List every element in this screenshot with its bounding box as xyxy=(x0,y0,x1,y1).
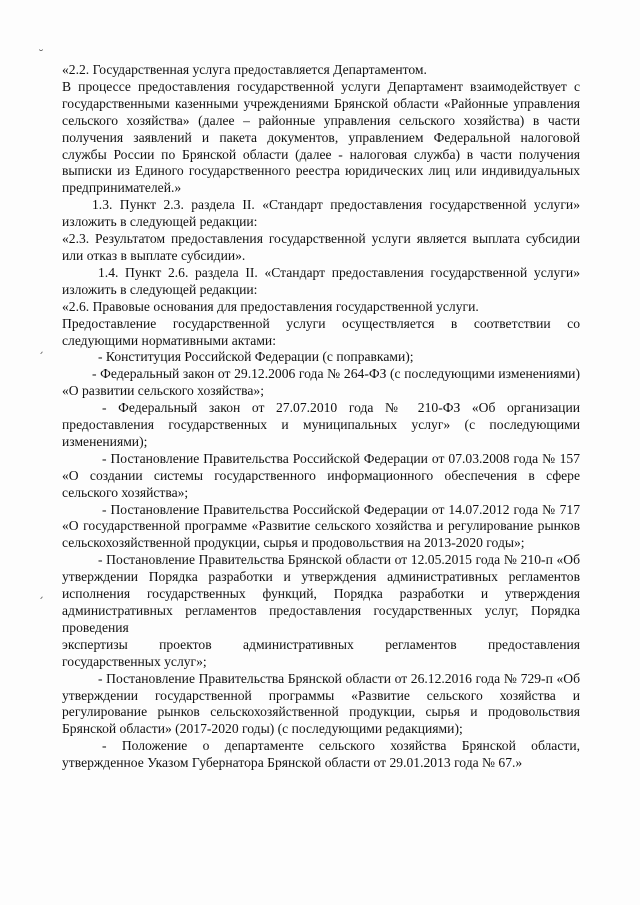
list-item-decree-729p: - Постановление Правительства Брянской области от 26.12.2016 года № 729-п «Об утверждении государственной программы «Развитие сельского хозяйства и регулирование рынков сельскохозяйственной продукции, сырья и продовольствия Брянской области» (2017-2020 годы) (с последующими редакциями); xyxy=(62,670,580,737)
document-body xyxy=(62,62,580,772)
list-item-decree-210p-cont: экспертизы проектов административных регламентов предоставления xyxy=(62,636,580,652)
scan-speck: ˏ xyxy=(38,585,44,599)
paragraph-legal-basis: Предоставление государственной услуги осуществляется в соответствии со следующими нормативными актами: xyxy=(62,315,580,348)
list-item-decree-717: - Постановление Правительства Российской Федерации от 14.07.2012 года № 717 «О государственной программе «Развитие сельского хозяйства и регулирование рынков сельскохозяйственной продукции, сырья и продовольствия на 2013-2020 годы»; xyxy=(62,501,580,551)
list-item-constitution: - Конституция Российской Федерации (с поправками); xyxy=(98,349,414,365)
paragraph-2-6: «2.6. Правовые основания для предоставления государственной услуги. xyxy=(62,298,479,314)
list-item-law-264: - Федеральный закон от 29.12.2006 года № 264-ФЗ (с последующими изменениями) «О развитии сельского хозяйства»; xyxy=(62,366,580,399)
list-item-decree-210p: - Постановление Правительства Брянской области от 12.05.2015 года № 210-п «Об утверждении Порядка разработки и утверждения административных регламентов исполнения государственных функций, Порядка разработки и утверждения административных регламентов предоставления государственных услуг, Порядка проведения xyxy=(62,552,580,635)
scan-speck: ˏ xyxy=(38,340,44,354)
paragraph-2-2: «2.2. Государственная услуга предоставляется Департаментом. xyxy=(62,62,427,77)
paragraph-1-4: 1.4. Пункт 2.6. раздела II. «Стандарт предоставления государственной услуги» изложить в следующей редакции: xyxy=(62,264,580,297)
paragraph-1-3: 1.3. Пункт 2.3. раздела II. «Стандарт предоставления государственной услуги» изложить в следующей редакции: xyxy=(62,197,580,230)
paragraph-2-3: «2.3. Результатом предоставления государственной услуги является выплата субсидии или отказ в выплате субсидии». xyxy=(62,231,580,263)
list-item-law-210: - Федеральный закон от 27.07.2010 года № 210-ФЗ «Об организации предоставления государственных и муниципальных услуг» (с последующими изменениями); xyxy=(62,400,580,449)
scan-speck: ˘ xyxy=(38,48,44,62)
paragraph-interaction: В процессе предоставления государственной услуги Департамент взаимодействует с государственными казенными учреждениями Брянской области «Районные управления сельского хозяйства» (далее – районные управления сельского хозяйства) в части получения заявлений и пакета документов, управлением Федеральной налоговой службы России по Брянской области (далее - налоговая служба) в части получения выписки из Единого государственного реестра юридических лиц или индивидуальных предпринимателей.» xyxy=(62,78,580,196)
list-item-decree-210p-end: государственных услуг»; xyxy=(62,653,207,669)
list-item-decree-157: - Постановление Правительства Российской Федерации от 07.03.2008 года № 157 «О создании системы государственного информационного обеспечения в сфере сельского хозяйства»; xyxy=(62,450,580,500)
list-item-regulation-67: - Положение о департаменте сельского хозяйства Брянской области, утвержденное Указом Губернатора Брянской области от 29.01.2013 года № 67.» xyxy=(62,738,580,771)
